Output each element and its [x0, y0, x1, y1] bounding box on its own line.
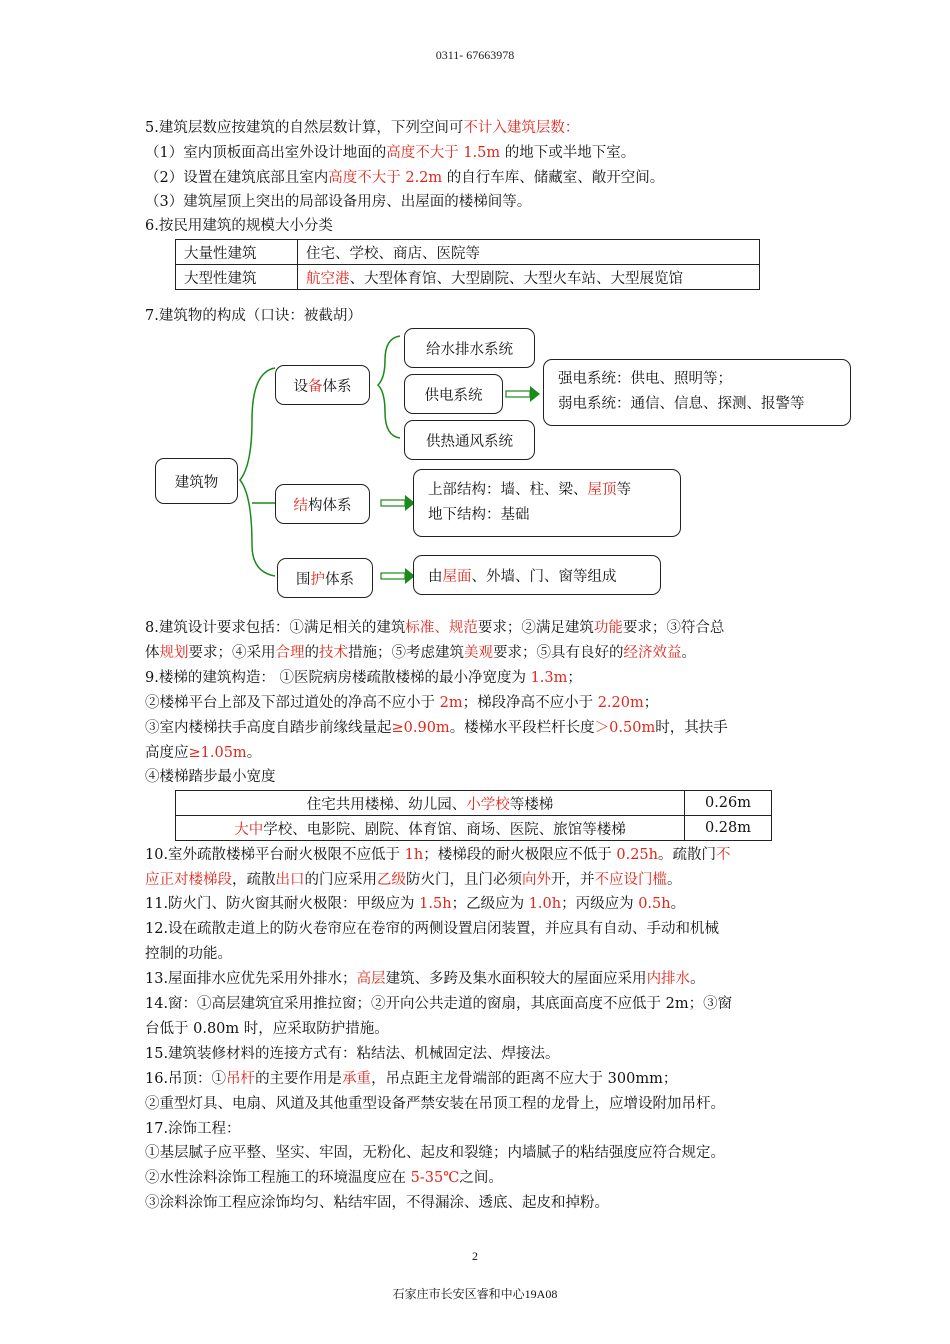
node-electrical: [543, 359, 851, 426]
table-cell: 大型性建筑: [176, 265, 298, 290]
table-row: [176, 791, 772, 816]
table-cell: 大量性建筑: [176, 240, 298, 265]
s5-title: 5.建筑层数应按建筑的自然层数计算，下列空间可不计入建筑层数：: [145, 120, 580, 136]
node-water-system: 给水排水系统: [404, 328, 535, 368]
s7-title: 7.建筑物的构成（口诀：被截胡）: [145, 308, 362, 324]
s5-item3: （3）建筑屋顶上突出的局部设备用房、出屋面的楼梯间等。: [145, 194, 532, 210]
s12-line1: 12.设在疏散走道上的防火卷帘应在卷帘的两侧设置启闭装置，并应具有自动、手动和机械: [145, 921, 720, 937]
node-power-system: 供电系统: [404, 374, 503, 414]
s14-line1: 14.窗：①高层建筑宜采用推拉窗；②开向公共走道的窗扇，其底面高度不应低于 2m；③窗: [145, 996, 733, 1012]
table-cell: 大中学校、电影院、剧院、体育馆、商场、医院、旅馆等楼梯: [176, 816, 685, 841]
table-cell: 0.26m: [685, 791, 772, 816]
s12-line2: 控制的功能。: [145, 946, 232, 962]
s13-line: 13.屋面排水应优先采用外排水；高层建筑、多跨及集水面积较大的屋面应采用内排水。: [145, 971, 705, 987]
lower-structure: 地下结构：基础: [428, 507, 530, 523]
page-number: 2: [472, 1249, 478, 1263]
s14-line2: 台低于 0.80m 时，应采取防护措施。: [145, 1021, 389, 1037]
footer-address: 石家庄市长安区睿和中心19A08: [392, 1287, 558, 1301]
node-enclosure-detail: 由 屋面 、外墙、门、窗等组成: [413, 555, 661, 595]
s6-title: 6.按民用建筑的规模大小分类: [145, 218, 333, 234]
s17-line3: ③涂料涂饰工程应涂饰均匀、粘结牢固，不得漏涂、透底、起皮和掉粉。: [145, 1195, 609, 1211]
strong-current: 强电系统：供电、照明等；: [558, 371, 732, 387]
s10-line1: 10.室外疏散楼梯平台耐火极限不应低于 1h；楼梯段的耐火极限应不低于 0.25h。疏散门不: [145, 847, 731, 863]
s8-line1: 8.建筑设计要求包括：①满足相关的建筑标准、规范要求；②满足建筑功能要求；③符合总: [145, 620, 725, 636]
equipment-brace: [378, 336, 400, 438]
node-equipment-system: 设 备 体系: [275, 365, 370, 405]
s9-line1: 9.楼梯的建筑构造： ①医院病房楼疏散楼梯的最小净宽度为 1.3m；: [145, 670, 582, 686]
s11-line: 11.防火门、防火窗其耐火极限：甲级应为 1.5h；乙级应为 1.0h；丙级应为 0.5h。: [145, 896, 686, 912]
table-cell: 航空港、大型体育馆、大型剧院、大型火车站、大型展览馆: [298, 265, 760, 290]
s10-line2: 应正对楼梯段，疏散出口的门应采用乙级防火门，且门必须向外开，并不应设门槛。: [145, 872, 682, 888]
s5-item2: （2）设置在建筑底部且室内高度不大于 2.2m 的自行车库、储藏室、敞开空间。: [145, 170, 665, 186]
table-cell: 住宅、学校、商店、医院等: [298, 240, 760, 265]
s8-line2: 体规划要求；④采用合理的技术措施；⑤考虑建筑美观要求；⑤具有良好的经济效益。: [145, 645, 696, 661]
table-cell: 住宅共用楼梯、幼儿园、小学校等楼梯: [176, 791, 685, 816]
s17-line1: ①基层腻子应平整、坚实、牢固，无粉化、起皮和裂缝；内墙腻子的粘结强度应符合规定。: [145, 1145, 725, 1161]
weak-current: 弱电系统：通信、信息、探测、报警等: [558, 396, 805, 412]
node-hvac-system: 供热通风系统: [404, 420, 535, 460]
main-brace: [240, 368, 275, 576]
s9-line2: ②楼梯平台上部及下部过道处的净高不应小于 2m；梯段净高不应小于 2.20m；: [145, 695, 659, 711]
s15-line: 15.建筑装修材料的连接方式有：粘结法、机械固定法、焊接法。: [145, 1046, 560, 1062]
node-structure-detail: [413, 469, 681, 537]
s9-line3: ③室内楼梯扶手高度自踏步前缘线量起≥0.90m。楼梯水平段栏杆长度＞0.50m时，其扶手: [145, 720, 728, 736]
node-enclosure-system: 围 护 体系: [277, 558, 373, 598]
node-structure-system: 结 构体系: [275, 484, 370, 524]
s17-title: 17.涂饰工程：: [145, 1121, 241, 1137]
s16-line1: 16.吊顶：①吊杆的主要作用是承重，吊点距主龙骨端部的距离不应大于 300mm；: [145, 1071, 678, 1087]
s9-line5: ④楼梯踏步最小宽度: [145, 769, 276, 785]
table-row: [176, 816, 772, 841]
node-building: 建筑物: [155, 458, 238, 504]
table-cell: 0.28m: [685, 816, 772, 841]
arrow-structure: [381, 495, 415, 511]
arrow-enclosure: [381, 568, 415, 584]
s16-line2: ②重型灯具、电扇、风道及其他重型设备严禁安装在吊顶工程的龙骨上，应增设附加吊杆。: [145, 1096, 725, 1112]
header-phone: 0311- 67663978: [435, 48, 515, 62]
s17-line2: ②水性涂料涂饰工程施工的环境温度应在 5-35℃之间。: [145, 1170, 503, 1186]
s9-line4: 高度应≥1.05m。: [145, 745, 262, 761]
stair-tread-table: [175, 790, 772, 841]
upper-structure: 上部结构：墙、柱、梁、屋顶等: [428, 482, 631, 498]
arrow-power: [506, 386, 540, 402]
s5-item1: （1）室内顶板面高出室外设计地面的高度不大于 1.5m 的地下或半地下室。: [145, 145, 636, 161]
